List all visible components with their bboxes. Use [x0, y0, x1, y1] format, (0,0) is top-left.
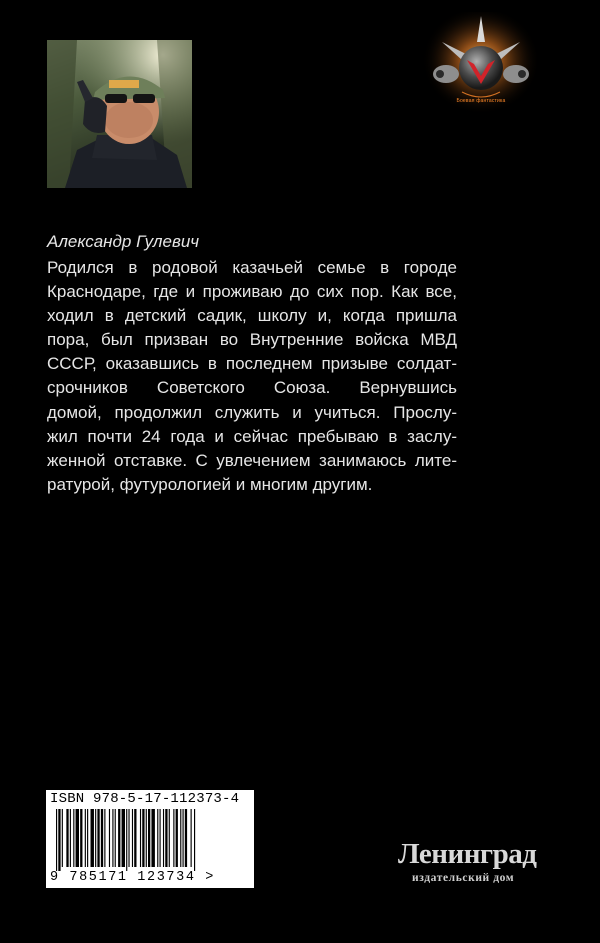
publisher-logo — [398, 838, 548, 898]
bio-line: Родился в родовой казачьей семье в городе — [47, 258, 457, 277]
barcode-bar — [126, 809, 127, 871]
barcode-bar — [128, 809, 129, 867]
author-photo — [47, 40, 192, 188]
barcode-bar — [194, 809, 195, 871]
barcode-bar — [157, 809, 158, 867]
barcode-bar — [85, 809, 86, 867]
barcode-bar — [112, 809, 113, 867]
barcode-bar — [56, 809, 57, 871]
barcode-bar — [165, 809, 167, 867]
isbn-label: ISBN 978-5-17-112373-4 — [50, 791, 240, 807]
barcode-bar — [151, 809, 154, 867]
barcode-bar — [109, 809, 110, 867]
barcode-bar — [97, 809, 99, 867]
publisher-subtitle: издательский дом — [412, 872, 515, 884]
barcode-bar — [180, 809, 181, 867]
barcode-bar — [95, 809, 96, 867]
barcode-bar — [101, 809, 103, 867]
barcode-bar — [70, 809, 71, 867]
bio-line: ходил в детский садик, школу и, когда пришла — [47, 306, 457, 326]
barcode-bars — [46, 809, 254, 871]
bio-line: женной отставке. С увлечением занимаюсь лите- — [47, 450, 457, 470]
barcode-bar — [140, 809, 141, 867]
publisher-name: Ленинград — [398, 838, 537, 870]
bio-line: Краснодаре, где и проживаю до сих пор. Как все, — [47, 282, 457, 302]
series-logo — [422, 12, 540, 120]
barcode-digits: 9 785171 123734 > — [50, 870, 215, 885]
bio-line: жил почти 24 года и сейчас пребываю в заслу- — [47, 426, 457, 446]
barcode-bar — [62, 809, 63, 867]
barcode-bar — [58, 809, 60, 871]
barcode-bar — [146, 809, 147, 867]
isbn-barcode — [46, 790, 254, 888]
barcode-bar — [104, 809, 105, 867]
barcode-bar — [91, 809, 94, 867]
bio-line: срочников Советского Союза. Вернувшись — [47, 378, 457, 398]
barcode-bar — [132, 809, 133, 867]
barcode-bar — [66, 809, 68, 867]
barcode-bar — [76, 809, 79, 867]
bio-line: домой, продолжил служить и учиться. Прослу- — [47, 402, 457, 422]
author-photo-image — [47, 40, 192, 188]
barcode-bar — [80, 809, 82, 867]
bio-line: пора, был призван во Внутренние войска МВД — [47, 330, 457, 350]
barcode-bar — [118, 809, 120, 867]
barcode-bar — [173, 809, 174, 867]
barcode-bar — [176, 809, 178, 867]
barcode-bar — [148, 809, 150, 867]
barcode-bar — [160, 809, 161, 867]
bio-line: СССР, оказавшись в последнем призыве солдат- — [47, 354, 457, 374]
barcode-bar — [185, 809, 187, 867]
author-bio — [47, 256, 457, 497]
barcode-bar — [142, 809, 144, 867]
series-logo-text: Боевая фантастика — [456, 98, 506, 104]
barcode-bar — [87, 809, 88, 867]
barcode-bar — [191, 809, 192, 867]
barcode-bar — [163, 809, 164, 867]
barcode-bar — [122, 809, 125, 867]
barcode-bar — [183, 809, 184, 867]
barcode-bar — [115, 809, 116, 867]
bio-line: ратурой, футурологией и многим другим. — [47, 474, 373, 494]
barcode-bar — [169, 809, 170, 867]
barcode-bar — [134, 809, 136, 867]
barcode-bar — [73, 809, 74, 867]
author-name: Александр Гулевич — [47, 232, 200, 251]
